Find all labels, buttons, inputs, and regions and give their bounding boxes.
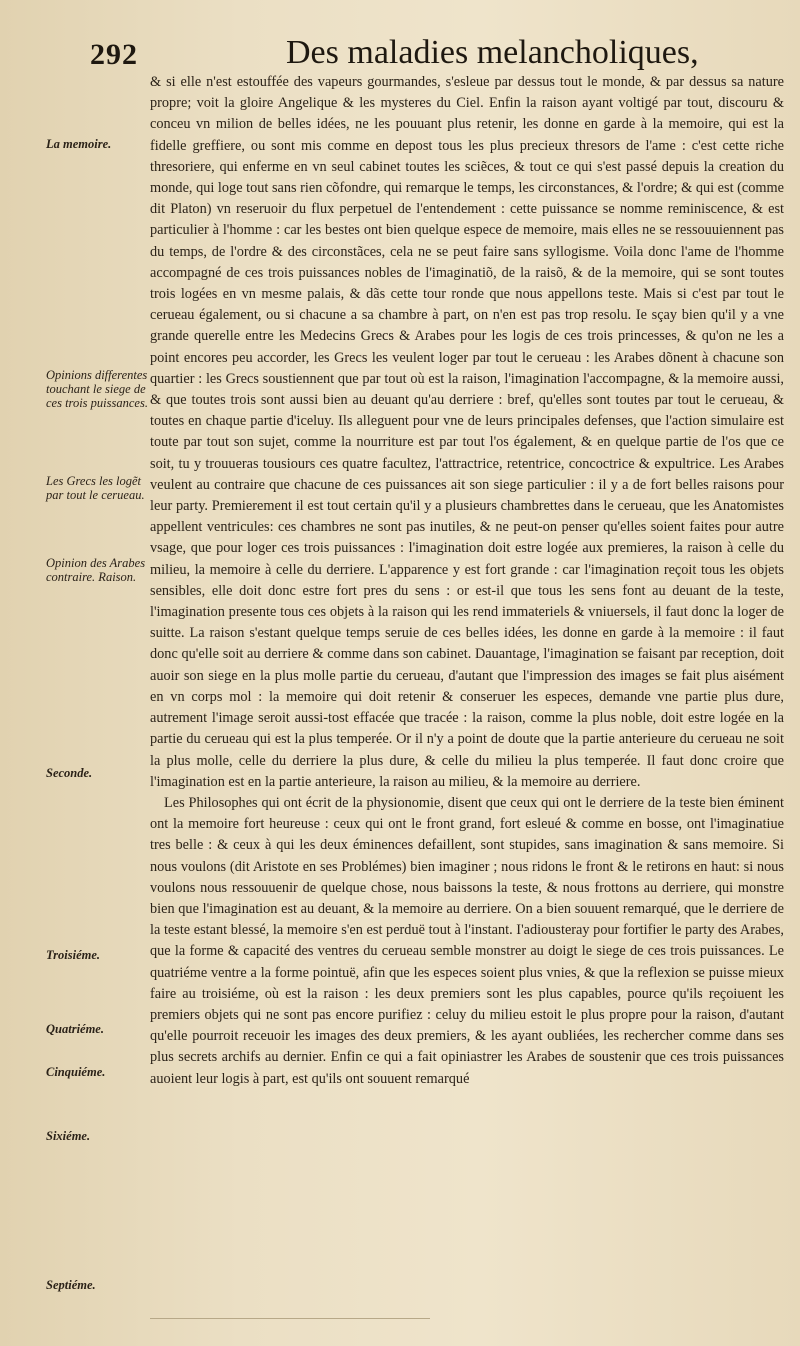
running-title: Des maladies melancholiques,: [286, 34, 699, 71]
footer-rule: [150, 1318, 430, 1319]
margin-note-sixieme: Sixiéme.: [46, 1129, 91, 1143]
paragraph: & si elle n'est estouffée des vapeurs gourmandes, s'esleue par dessus tout le monde, & par dessus sa nature propre; voit la gloire Angelique & les mysteres du Ciel. Enfin la raison ayant voltigé par tout, discouru & conceu vn milion de belles idées, ne les pouuant plus retenir, les donne en garde à la memoire, qui est la fidelle greffiere, ou sont mis comme en depost tous les plus precieux thresors de l'ame : c'est cette riche thresoriere, qui enferme en vn seul cabinet toutes les sciẽces, & tout ce qui s'est passé depuis la creation du monde, qui loge tout sans rien cõfondre, qui remarque le temps, les circonstances, & l'ordre; & qui est (comme dit Platon) vn reseruoir du flux perpetuel de l'entendement : cette puissance se nomme reminiscence, & est particulier à l'homme : car les bestes ont bien quelque espece de memoire, mais elles ne se ressouuiennent pas du temps, de l'ordre & des circonstãces, cela ne se peut faire sans syllogisme. Voila donc l'ame de l'homme accompagné de ces trois puissances nobles de l'imaginatiõ, de la raisõ, & de la memoire, qui se sont toutes trois logées en vn mesme palais, & dãs cette tour ronde que nous appellons teste. Mais si c'est par tout le cerueau également, ou si chacune a sa chambre à part, on n'en est pas trop resolu. Ie sçay bien qu'il y a vne grande querelle entre les Medecins Grecs & Arabes pour les logis de ces trois princesses, & qu'on ne les a point encores peu accorder, les Grecs les veulent loger par tout le cerueau : les Arabes dõnent à chacune son quartier : les Grecs soustiennent que par tout où est la raison, l'imagination l'accompagne, & la memoire aussi, & que toutes trois sont aussi bien au deuant qu'au derriere : bref, qu'elles sont toutes par tout le cerueau, & toutes en chaque partie d'iceluy. Ils alleguent pour vne de leurs principales defenses, que l'action simulaire est toute par tout son sujet, comme la nourriture est par tout l'os également, & en quelque partie de l'os que ce soit, tu y trouueras tousiours ces quatre facultez, l'attractrice, retentrice, concoctrice & expultrice. Les Arabes veulent au contraire que chacune de ces puissances ait son siege particulier : il y a de fort belles raisons pour leur party. Premierement il est tout certain qu'il y a plusieurs chambrettes dans le cerueau, que les Anatomistes appellent ventricules: ces chambres ne sont pas inutiles, & ne peut-on penser qu'elles soient faites pour autre vsage, que pour loger ces trois puissances : l'imagination doit estre logée aux premieres, la raison à celle du milieu, la memoire à celle du derriere. L'apparence y est fort grande : car l'imagination reçoit tous les objets sensibles, elle doit donc estre fort pres du sens : or est-il que tous les sens font au deuant de la teste, l'imagination presente tous ces objets à la raison qui les rend immateriels & vniuersels, il faut donc la loger de suitte. La raison s'estant quelque temps seruie de ces belles idées, les donne en garde à la memoire : il faut donc qu'elle soit au derriere & comme dans son cabinet. Dauantage, l'imagination se faisant par reception, doit auoir son siege en la plus molle partie du cerueau, d'autant que l'impression des images se fait plus aisément en vn corps mol : la memoire qui doit retenir & conseruer les especes, demande vne partie plus dure, autrement l'image seroit aussi-tost effacée que tracée : la raison, comme la plus noble, doit estre logée en la partie du cerueau qui est la plus temperée. Or il n'y a point de doute que la partie anterieure du cerueau ne soit la plus molle, celle du derriere la plus dure, & celle du milieu la plus temperée. Il faut donc croire que l'imagination est en la partie anterieure, la raison au milieu, & la memoire au derriere.: [150, 74, 784, 790]
margin-note-septieme: Septiéme.: [46, 1278, 96, 1292]
page-number: 292: [90, 38, 138, 71]
margin-note-troisieme: Troisiéme.: [46, 948, 101, 962]
margin-note-quatrieme: Quatriéme.: [46, 1022, 104, 1036]
paragraph: Les Philosophes qui ont écrit de la physionomie, disent que ceux qui ont le derriere de la teste bien éminent ont la memoire fort heureuse : ceux qui ont le front grand, fort esleué & comme en bosse, ont l'imaginatiue tres belle : & ceux à qui les deux éminences defaillent, sont stupides, sans imagination & sans memoire. Si nous voulons (dit Aristote en ses Problémes) bien imaginer ; nous ridons le front & le retirons en haut: si nous voulons nous ressouuenir de quelque chose, nous baissons la teste, & nous frottons au derriere, qui monstre bien que l'imagination est au deuant, & la memoire au derriere. On a bien souuent remarqué, que le derriere de la teste estant blessé, la memoire s'en est perduë tout à l'instant. I'adiousteray pour fortifier le party des Arabes, que la forme & capacité des ventres du cerueau semble monstrer au doigt le siege de ces trois puissances. Le quatriéme ventre a la forme pointuë, afin que les especes soient plus vnies, & que la reflexion se puisse mieux faire au troisiéme, où est la raison : les deux premiers sont les plus capables, pource qu'ils reçoiuent les premiers objets qui ne sont pas encore purifiez : celuy du milieu estoit le plus propre pour la raison, d'autant qu'elle pourroit receuoir les images des deux premiers, & les ayant oubliées, les rechercher comme dans ses plus secrets archifs au dernier. Enfin ce qui a fait opiniastrer les Arabes de soustenir que ces trois puissances auoient leur logis à part, est qu'ils ont souuent remarqué: [150, 794, 784, 1087]
margin-note-arabes: Opinion des Arabes contraire. Raison.: [46, 556, 146, 584]
margin-note-cinquieme: Cinquiéme.: [46, 1065, 106, 1079]
margin-note-memoire: La memoire.: [46, 137, 112, 151]
margin-note-opinions: Opinions differentes touchant le siege de ces trois puissances.: [46, 368, 148, 410]
margin-note-grecs: Les Grecs les logẽt par tout le cerueau.: [46, 474, 145, 502]
page-header: [90, 34, 710, 74]
margin-note-seconde: Seconde.: [46, 766, 93, 780]
body-text: [150, 72, 784, 1090]
